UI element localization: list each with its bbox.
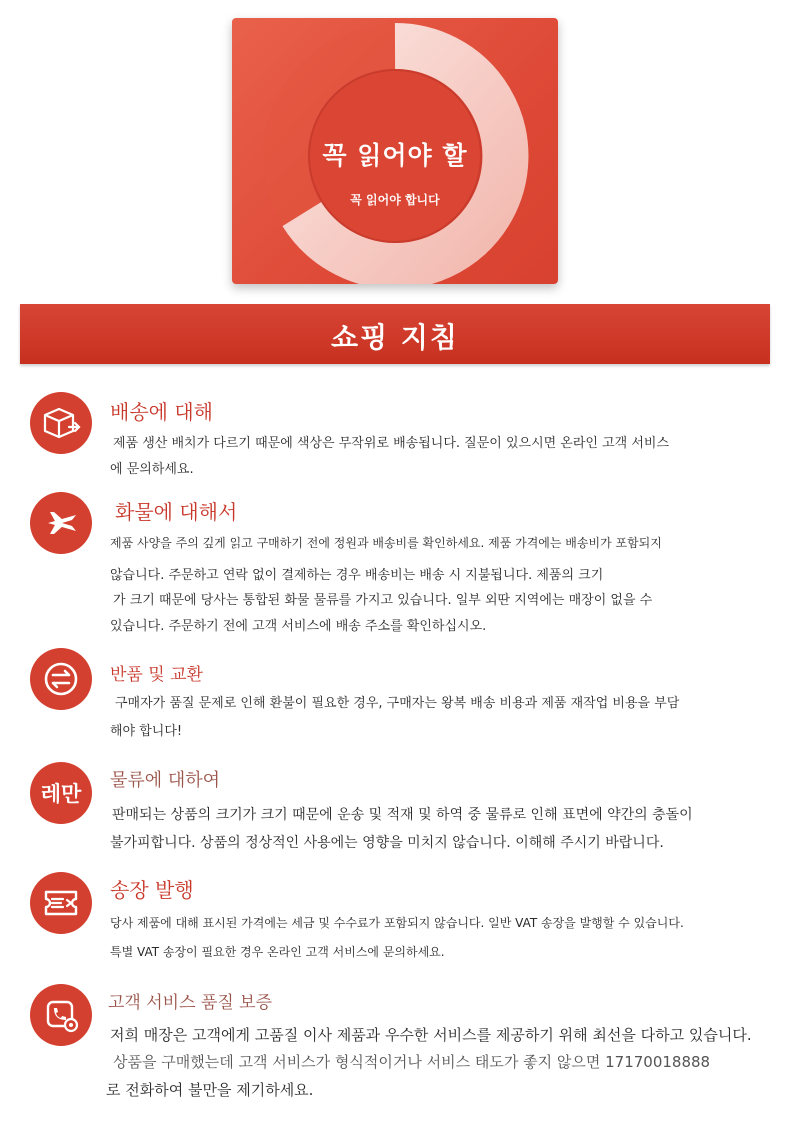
section-text-line: 판매되는 상품의 크기가 크기 때문에 운송 및 적재 및 하역 중 물류로 인해 표면에 약간의 충돌이: [112, 807, 693, 823]
section-banner: [20, 304, 770, 364]
section-text-line: 있습니다. 주문하기 전에 고객 서비스에 배송 주소를 확인하십시오.: [110, 619, 487, 634]
section-text-line: 제품 사양을 주의 깊게 읽고 구매하기 전에 정원과 배송비를 확인하세요. 제품 가격에는 배송비가 포함되지: [110, 536, 662, 550]
hero-title: 꼭 읽어야 할: [322, 141, 468, 170]
package-icon: [30, 392, 92, 454]
disclaimer-icon-label: 레만: [40, 782, 82, 806]
section-title: 송장 발행: [110, 878, 194, 902]
section-text-line: 가 크기 때문에 당사는 통합된 화물 물류를 가지고 있습니다. 일부 외딴 지역에는 매장이 없을 수: [113, 593, 653, 608]
section-text-line: 특별 VAT 송장이 필요한 경우 온라인 고객 서비스에 문의하세요.: [110, 945, 445, 959]
section-text-line: 해야 합니다!: [110, 724, 183, 739]
section-text-line: 제품 생산 배치가 다르기 때문에 색상은 무작위로 배송됩니다. 질문이 있으시면 온라인 고객 서비스: [113, 436, 670, 451]
return-exchange-icon: [30, 648, 92, 710]
invoice-icon: [30, 872, 92, 934]
section-text-line: 저희 매장은 고객에게 고품질 이사 제품과 우수한 서비스를 제공하기 위해 최선을 다하고 있습니다.: [110, 1026, 752, 1044]
section-text-line: 상품을 구매했는데 고객 서비스가 형식적이거나 서비스 태도가 좋지 않으면 17170018888: [113, 1053, 711, 1071]
section-title: 화물에 대해서: [115, 500, 238, 524]
section-text-line: 않습니다. 주문하고 연락 없이 결제하는 경우 배송비는 배송 시 지불됩니다. 제품의 크기: [110, 568, 604, 583]
section-title: 물류에 대하여: [110, 770, 221, 791]
banner-title: 쇼핑 지침: [331, 321, 459, 354]
section-title: 고객 서비스 품질 보증: [108, 993, 273, 1013]
notice-card: [232, 18, 558, 284]
airplane-icon: [30, 492, 92, 554]
disclaimer-icon: [30, 762, 92, 824]
section-text-line: 당사 제품에 대해 표시된 가격에는 세금 및 수수료가 포함되지 않습니다. 일반 VAT 송장을 발행할 수 있습니다.: [110, 916, 684, 930]
section-text-line: 구매자가 품질 문제로 인해 환불이 필요한 경우, 구매자는 왕복 배송 비용과 제품 재작업 비용을 부담: [115, 696, 680, 711]
section-text-line: 에 문의하세요.: [110, 462, 194, 477]
phone-service-icon: [30, 984, 92, 1046]
section-title: 반품 및 교환: [110, 665, 203, 685]
hero-subtitle: 꼭 읽어야 합니다: [350, 193, 440, 207]
section-title: 배송에 대해: [110, 400, 213, 424]
section-text-line: 불가피합니다. 상품의 정상적인 사용에는 영향을 미치지 않습니다. 이해해 주시기 바랍니다.: [110, 835, 664, 851]
section-text-line: 로 전화하여 불만을 제기하세요.: [106, 1081, 314, 1099]
